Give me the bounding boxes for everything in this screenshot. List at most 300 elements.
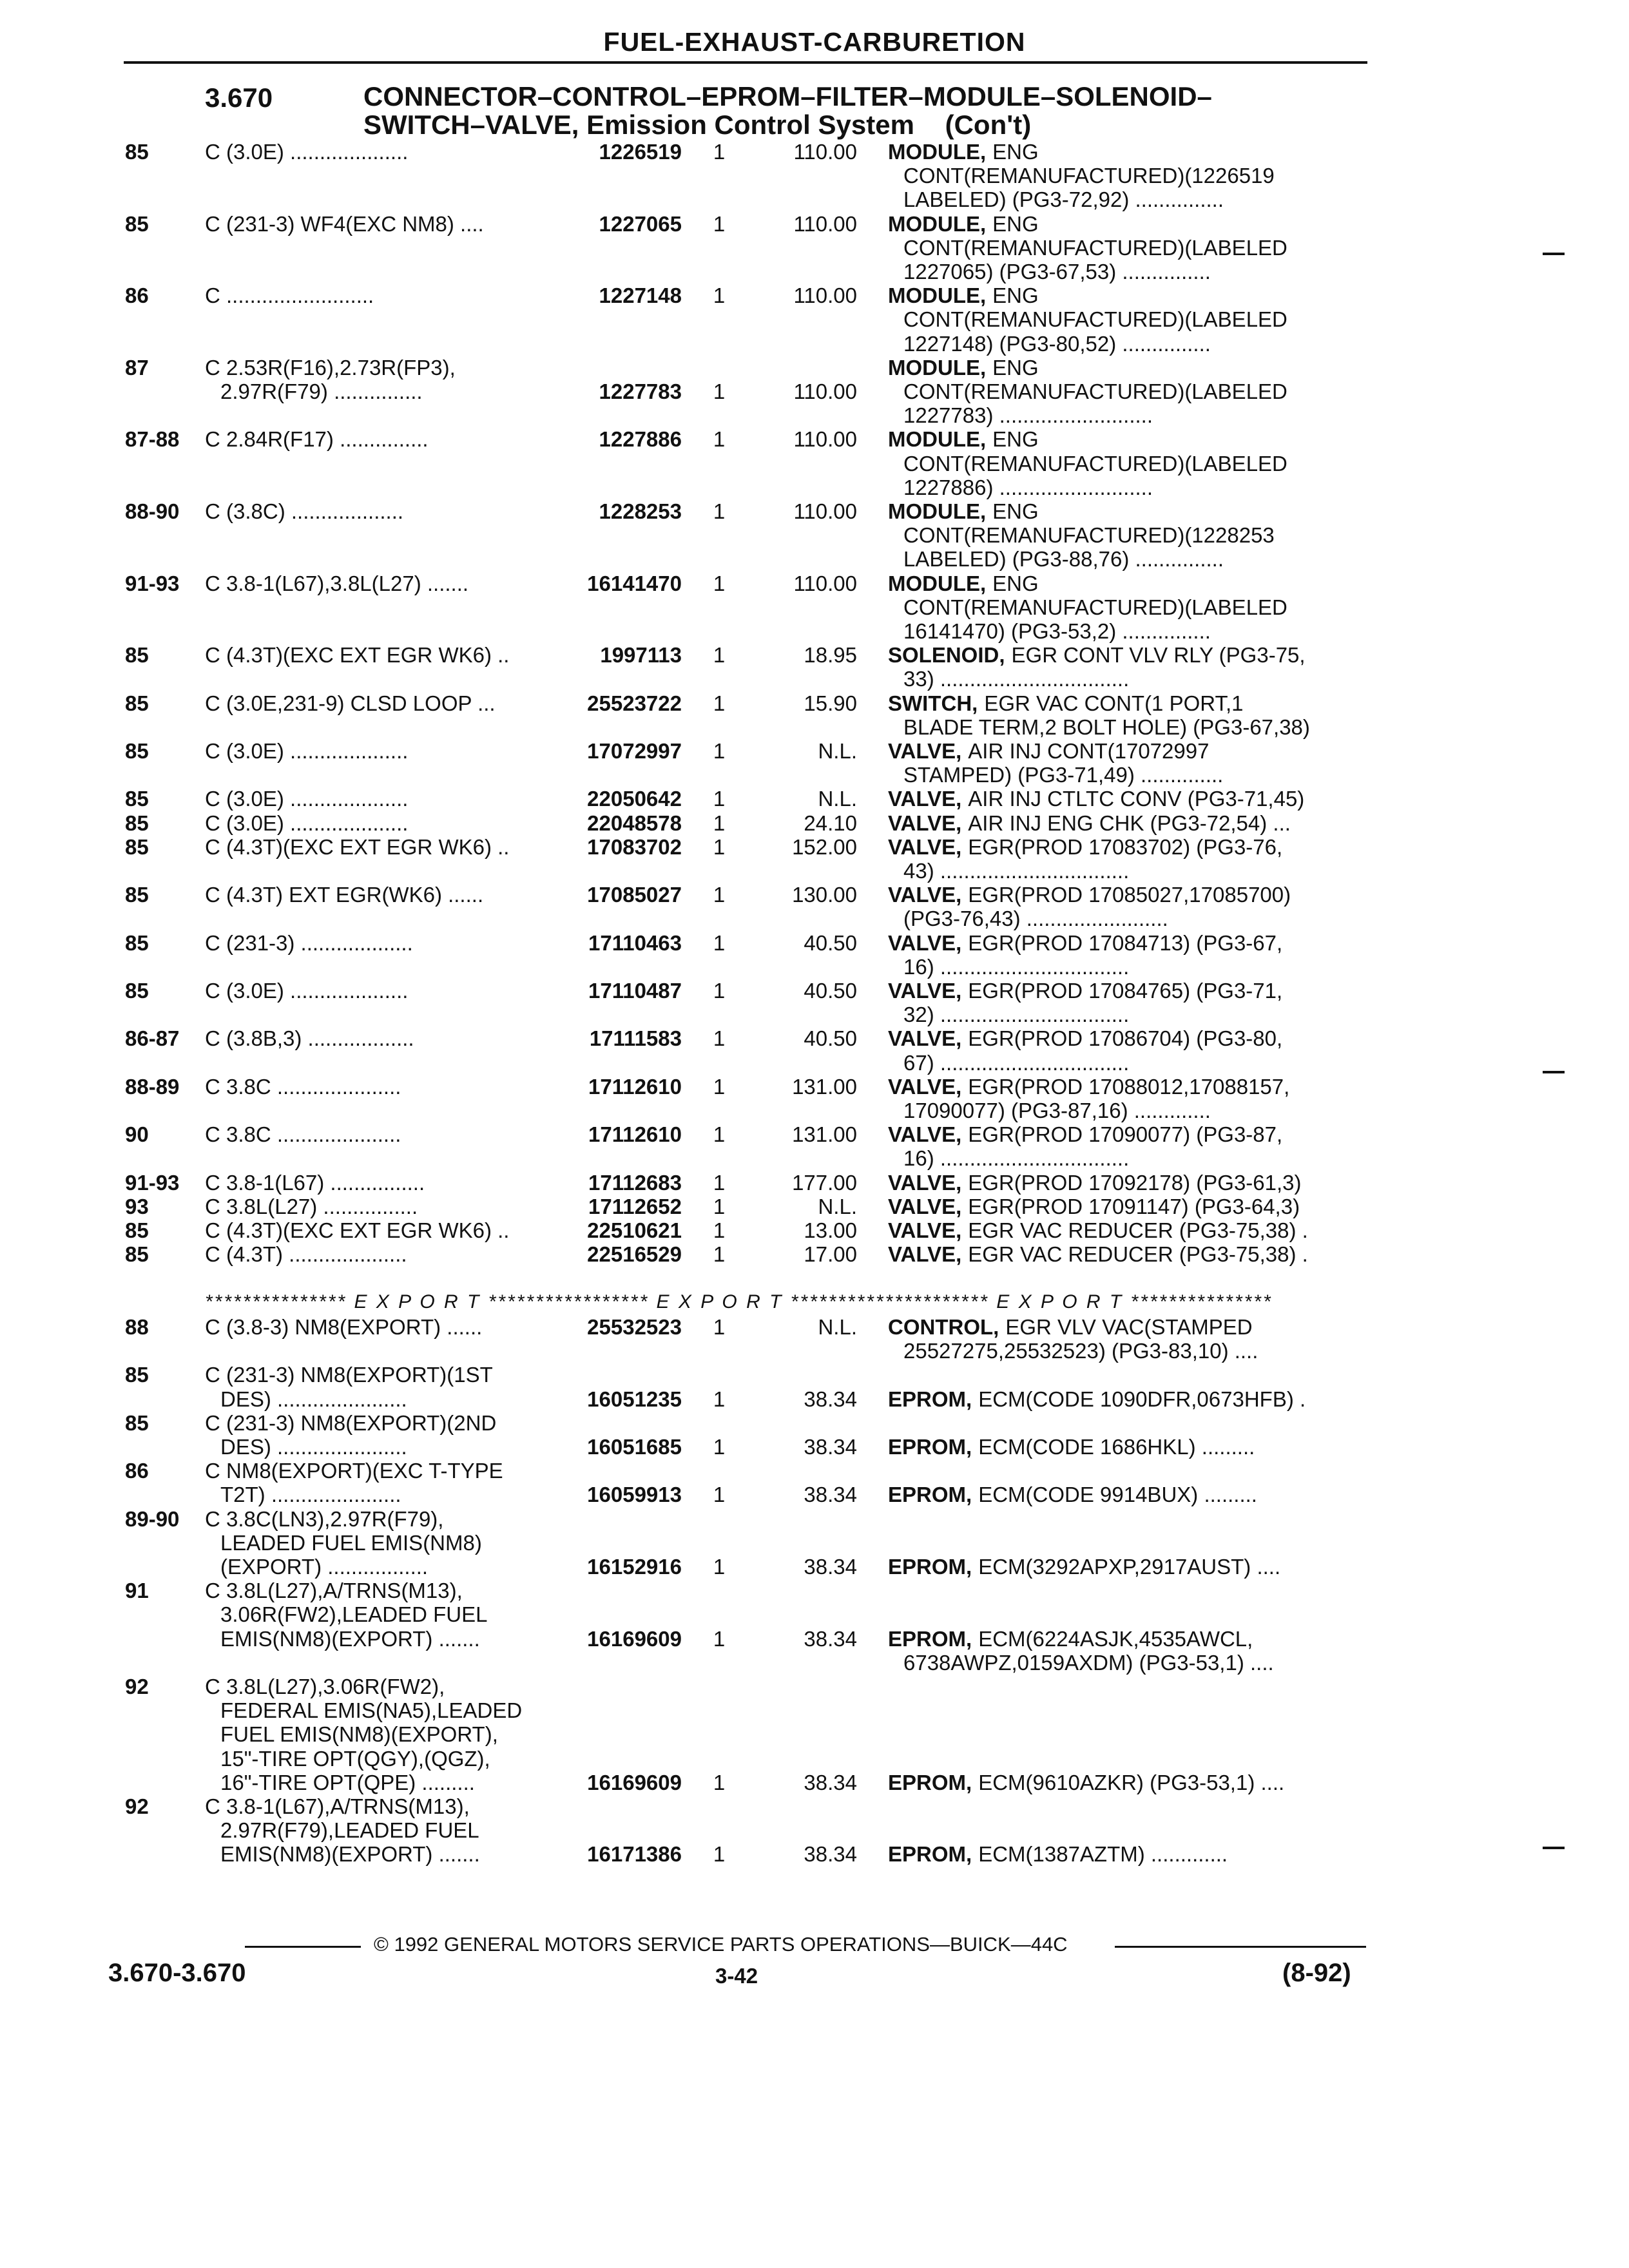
row-description-keyword: MODULE, bbox=[888, 356, 987, 380]
footer-copyright: © 1992 GENERAL MOTORS SERVICE PARTS OPERATIONS—BUICK—44C bbox=[374, 1933, 1068, 1956]
row-description bbox=[888, 1843, 1358, 1866]
row-year: 91-93 bbox=[125, 1170, 180, 1195]
row-application: C 3.8C ..................... bbox=[205, 1075, 401, 1099]
row-quantity: 1 bbox=[713, 1194, 726, 1218]
row-description bbox=[888, 1243, 1358, 1266]
row-description-keyword: VALVE, bbox=[888, 1195, 962, 1218]
row-description bbox=[888, 500, 1358, 523]
row-part-number: 1227148 bbox=[599, 284, 682, 308]
section-title-cont: (Con't) bbox=[945, 110, 1032, 140]
row-description-keyword: VALVE, bbox=[888, 787, 962, 811]
row-description bbox=[888, 1555, 1358, 1579]
row-price: 131.00 bbox=[792, 1074, 857, 1099]
row-part-number: 22050642 bbox=[587, 787, 682, 811]
row-application: 3.06R(FW2),LEADED FUEL bbox=[220, 1603, 488, 1627]
row-description-text: EGR(PROD 17090077) (PG3-87, bbox=[968, 1123, 1283, 1147]
row-description: 43) ................................ bbox=[903, 860, 1130, 883]
row-description-keyword: MODULE, bbox=[888, 500, 987, 523]
row-description-keyword: EPROM, bbox=[888, 1627, 972, 1651]
row-description: 32) ................................ bbox=[903, 1003, 1130, 1027]
row-part-number: 16051235 bbox=[587, 1387, 682, 1411]
row-description: 16) ................................ bbox=[903, 955, 1130, 979]
row-description-keyword: EPROM, bbox=[888, 1483, 972, 1507]
row-description-keyword: EPROM, bbox=[888, 1843, 972, 1867]
row-description bbox=[888, 1075, 1358, 1099]
row-part-number: 16141470 bbox=[587, 571, 682, 595]
row-application: 2.97R(F79) ............... bbox=[220, 380, 423, 403]
row-application: C (4.3T)(EXC EXT EGR WK6) .. bbox=[205, 644, 510, 668]
row-quantity: 1 bbox=[713, 1242, 726, 1267]
row-price: N.L. bbox=[818, 1315, 857, 1339]
row-description-text: ECM(3292APXP,2917AUST) .... bbox=[978, 1555, 1281, 1579]
row-description-text: EGR VLV VAC(STAMPED bbox=[1005, 1316, 1253, 1339]
row-application: C (4.3T) .................... bbox=[205, 1243, 407, 1267]
row-quantity: 1 bbox=[713, 1122, 726, 1147]
row-application: C (231-3) NM8(EXPORT)(1ST bbox=[205, 1363, 493, 1387]
row-part-number: 1227886 bbox=[599, 427, 682, 452]
row-price: 38.34 bbox=[804, 1387, 857, 1411]
row-year: 85 bbox=[125, 140, 149, 164]
row-year: 92 bbox=[125, 1794, 149, 1818]
footer-rule-right bbox=[1115, 1946, 1366, 1948]
row-application: C (3.8-3) NM8(EXPORT) ...... bbox=[205, 1316, 483, 1339]
row-description-text: EGR VAC REDUCER (PG3-75,38) . bbox=[968, 1243, 1308, 1267]
row-description-keyword: EPROM, bbox=[888, 1771, 972, 1794]
row-year: 85 bbox=[125, 1410, 149, 1435]
row-part-number: 16059913 bbox=[587, 1483, 682, 1507]
row-description-text: EGR(PROD 17086704) (PG3-80, bbox=[968, 1027, 1283, 1051]
row-application: C (3.0E) .................... bbox=[205, 787, 409, 811]
row-quantity: 1 bbox=[713, 1483, 726, 1507]
row-description bbox=[888, 812, 1358, 835]
row-part-number: 22048578 bbox=[587, 811, 682, 835]
row-part-number: 25532523 bbox=[587, 1315, 682, 1339]
row-application: 15"-TIRE OPT(QGY),(QGZ), bbox=[220, 1747, 490, 1771]
row-application: LEADED FUEL EMIS(NM8) bbox=[220, 1531, 482, 1555]
row-description: 1227148) (PG3-80,52) ............... bbox=[903, 332, 1211, 356]
row-price: 152.00 bbox=[792, 834, 857, 859]
row-description bbox=[888, 1171, 1358, 1195]
row-description: 33) ................................ bbox=[903, 668, 1130, 691]
row-year: 86 bbox=[125, 1459, 149, 1483]
row-description: LABELED) (PG3-88,76) ............... bbox=[903, 548, 1224, 572]
row-price: 40.50 bbox=[804, 1026, 857, 1051]
row-part-number: 1227783 bbox=[599, 380, 682, 403]
row-part-number: 16051685 bbox=[587, 1435, 682, 1459]
row-part-number: 17112610 bbox=[588, 1122, 682, 1147]
row-description-text: EGR VAC REDUCER (PG3-75,38) . bbox=[968, 1219, 1308, 1242]
row-quantity: 1 bbox=[713, 571, 726, 595]
row-quantity: 1 bbox=[713, 930, 726, 955]
row-description: CONT(REMANUFACTURED)(LABELED bbox=[903, 308, 1287, 332]
row-part-number: 17072997 bbox=[587, 739, 682, 763]
row-description: BLADE TERM,2 BOLT HOLE) (PG3-67,38) bbox=[903, 715, 1310, 739]
row-description-keyword: SWITCH, bbox=[888, 691, 978, 715]
row-description-keyword: VALVE, bbox=[888, 835, 962, 859]
row-application: C 3.8L(L27),3.06R(FW2), bbox=[205, 1675, 445, 1698]
row-quantity: 1 bbox=[713, 1842, 726, 1867]
row-description-text: AIR INJ CTLTC CONV (PG3-71,45) bbox=[968, 787, 1305, 811]
row-application: C 3.8L(L27),A/TRNS(M13), bbox=[205, 1579, 463, 1603]
row-year: 85 bbox=[125, 1363, 149, 1387]
row-quantity: 1 bbox=[713, 499, 726, 523]
row-part-number: 17083702 bbox=[587, 834, 682, 859]
row-description-text: EGR(PROD 17083702) (PG3-76, bbox=[968, 835, 1283, 859]
row-application: (EXPORT) ................. bbox=[220, 1555, 429, 1579]
row-description-text: ENG bbox=[992, 212, 1039, 236]
row-application: C (4.3T)(EXC EXT EGR WK6) .. bbox=[205, 835, 510, 859]
row-description-text: ECM(6224ASJK,4535AWCL, bbox=[978, 1627, 1253, 1651]
row-price: 40.50 bbox=[804, 930, 857, 955]
row-price: 110.00 bbox=[793, 211, 857, 236]
section-number: 3.670 bbox=[205, 82, 273, 113]
row-application: C (3.0E) .................... bbox=[205, 811, 409, 835]
row-description-keyword: VALVE, bbox=[888, 931, 962, 955]
row-application: 2.97R(F79),LEADED FUEL bbox=[220, 1819, 479, 1843]
row-description-text: ECM(CODE 9914BUX) ......... bbox=[978, 1483, 1257, 1507]
row-description bbox=[888, 213, 1358, 236]
row-application: C (3.0E,231-9) CLSD LOOP ... bbox=[205, 691, 496, 715]
row-description bbox=[888, 692, 1358, 715]
row-description-keyword: VALVE, bbox=[888, 1075, 962, 1099]
row-price: 110.00 bbox=[793, 499, 857, 523]
row-part-number: 16169609 bbox=[587, 1626, 682, 1651]
margin-mark bbox=[1543, 1071, 1565, 1073]
row-description-text: ECM(9610AZKR) (PG3-53,1) .... bbox=[978, 1771, 1285, 1794]
row-description-text: EGR VAC CONT(1 PORT,1 bbox=[984, 691, 1244, 715]
row-year: 85 bbox=[125, 834, 149, 859]
footer-section-range: 3.670-3.670 bbox=[108, 1959, 246, 1987]
row-description-keyword: MODULE, bbox=[888, 572, 987, 595]
row-description-text: EGR(PROD 17085027,17085700) bbox=[968, 883, 1291, 907]
row-application: C (3.8B,3) .................. bbox=[205, 1027, 414, 1051]
row-quantity: 1 bbox=[713, 284, 726, 308]
row-price: 110.00 bbox=[793, 284, 857, 308]
row-year: 85 bbox=[125, 787, 149, 811]
row-price: 18.95 bbox=[804, 643, 857, 668]
row-description-text: ENG bbox=[992, 356, 1039, 380]
header-rule bbox=[124, 61, 1367, 64]
row-price: 130.00 bbox=[792, 883, 857, 907]
row-application: C (4.3T)(EXC EXT EGR WK6) .. bbox=[205, 1219, 510, 1242]
row-description bbox=[888, 883, 1358, 907]
row-description bbox=[888, 140, 1358, 164]
row-application: C (3.8C) ................... bbox=[205, 500, 404, 523]
row-part-number: 17110487 bbox=[588, 979, 682, 1003]
row-description: 16141470) (PG3-53,2) ............... bbox=[903, 620, 1211, 643]
row-price: 40.50 bbox=[804, 979, 857, 1003]
row-description bbox=[888, 1436, 1358, 1459]
row-application: C 3.8-1(L67),A/TRNS(M13), bbox=[205, 1795, 470, 1818]
row-price: N.L. bbox=[818, 1194, 857, 1218]
row-application: 16"-TIRE OPT(QPE) ......... bbox=[220, 1771, 475, 1794]
section-title-line-2-text: SWITCH–VALVE, Emission Control System bbox=[363, 110, 914, 140]
row-description-text: EGR(PROD 17084713) (PG3-67, bbox=[968, 931, 1283, 955]
row-description-keyword: VALVE, bbox=[888, 1027, 962, 1051]
row-description bbox=[888, 979, 1358, 1003]
row-description: 1227886) .......................... bbox=[903, 476, 1153, 499]
row-description-keyword: VALVE, bbox=[888, 1123, 962, 1147]
row-part-number: 1228253 bbox=[599, 499, 682, 523]
row-part-number: 25523722 bbox=[587, 691, 682, 715]
row-description-text: ENG bbox=[992, 500, 1039, 523]
row-year: 88-89 bbox=[125, 1074, 180, 1099]
row-price: 13.00 bbox=[804, 1218, 857, 1242]
row-quantity: 1 bbox=[713, 1026, 726, 1051]
row-application: C NM8(EXPORT)(EXC T-TYPE bbox=[205, 1459, 503, 1483]
row-application: C (4.3T) EXT EGR(WK6) ...... bbox=[205, 883, 484, 907]
row-year: 85 bbox=[125, 691, 149, 715]
row-price: 110.00 bbox=[793, 571, 857, 595]
row-description-text: EGR(PROD 17084765) (PG3-71, bbox=[968, 979, 1283, 1003]
row-description: CONT(REMANUFACTURED)(LABELED bbox=[903, 380, 1287, 403]
row-price: 177.00 bbox=[792, 1170, 857, 1195]
row-description-keyword: VALVE, bbox=[888, 1243, 962, 1267]
row-description bbox=[888, 787, 1358, 811]
row-description-text: ECM(1387AZTM) ............. bbox=[978, 1843, 1228, 1867]
row-application: FUEL EMIS(NM8)(EXPORT), bbox=[220, 1723, 498, 1747]
row-description: CONT(REMANUFACTURED)(1226519 bbox=[903, 164, 1275, 188]
row-description-keyword: MODULE, bbox=[888, 284, 987, 308]
row-year: 89-90 bbox=[125, 1506, 180, 1531]
row-quantity: 1 bbox=[713, 1170, 726, 1195]
row-description-text: ENG bbox=[992, 572, 1039, 595]
row-price: 38.34 bbox=[804, 1555, 857, 1579]
row-description: 25527275,25532523) (PG3-83,10) .... bbox=[903, 1340, 1258, 1363]
row-description: 67) ................................ bbox=[903, 1051, 1130, 1075]
row-part-number: 22510621 bbox=[587, 1218, 682, 1242]
row-part-number: 17111583 bbox=[589, 1026, 682, 1051]
row-quantity: 1 bbox=[713, 140, 726, 164]
row-year: 91 bbox=[125, 1579, 149, 1603]
row-part-number: 16152916 bbox=[587, 1555, 682, 1579]
row-description-text: AIR INJ ENG CHK (PG3-72,54) ... bbox=[968, 811, 1291, 835]
row-description: LABELED) (PG3-72,92) ............... bbox=[903, 188, 1224, 212]
export-banner: *************** E X P O R T ***************** E X P O R T ********************* E X P O R T *************** bbox=[205, 1291, 1273, 1312]
row-year: 85 bbox=[125, 930, 149, 955]
row-application: C 3.8-1(L67),3.8L(L27) ....... bbox=[205, 572, 469, 595]
row-description bbox=[888, 836, 1358, 859]
row-description bbox=[888, 1123, 1358, 1146]
row-quantity: 1 bbox=[713, 1387, 726, 1411]
row-description bbox=[888, 1027, 1358, 1050]
row-description-keyword: VALVE, bbox=[888, 740, 962, 763]
row-description bbox=[888, 1628, 1358, 1651]
row-description bbox=[888, 1219, 1358, 1242]
row-part-number: 16169609 bbox=[587, 1770, 682, 1794]
row-application: DES) ...................... bbox=[220, 1436, 407, 1459]
row-quantity: 1 bbox=[713, 1218, 726, 1242]
row-quantity: 1 bbox=[713, 691, 726, 715]
row-description-text: ECM(CODE 1090DFR,0673HFB) . bbox=[978, 1387, 1306, 1411]
row-application: C 2.84R(F17) ............... bbox=[205, 428, 429, 452]
row-description bbox=[888, 356, 1358, 380]
row-year: 90 bbox=[125, 1122, 149, 1147]
row-description bbox=[888, 284, 1358, 307]
row-description-keyword: SOLENOID, bbox=[888, 644, 1005, 668]
row-year: 85 bbox=[125, 883, 149, 907]
row-price: 38.34 bbox=[804, 1626, 857, 1651]
row-application: EMIS(NM8)(EXPORT) ....... bbox=[220, 1843, 480, 1867]
row-part-number: 16171386 bbox=[587, 1842, 682, 1867]
row-quantity: 1 bbox=[713, 787, 726, 811]
row-quantity: 1 bbox=[713, 1074, 726, 1099]
row-application: C 2.53R(F16),2.73R(FP3), bbox=[205, 356, 456, 380]
row-quantity: 1 bbox=[713, 883, 726, 907]
row-application: C 3.8C(LN3),2.97R(F79), bbox=[205, 1507, 444, 1531]
row-description bbox=[888, 1316, 1358, 1339]
row-application: C ......................... bbox=[205, 284, 374, 308]
row-description bbox=[888, 1388, 1358, 1411]
row-part-number: 1997113 bbox=[600, 643, 682, 668]
row-quantity: 1 bbox=[713, 1315, 726, 1339]
row-year: 85 bbox=[125, 811, 149, 835]
row-price: 38.34 bbox=[804, 1483, 857, 1507]
row-description bbox=[888, 428, 1358, 451]
row-description-keyword: MODULE, bbox=[888, 140, 987, 164]
row-description bbox=[888, 1195, 1358, 1218]
section-title bbox=[363, 82, 1212, 139]
row-price: 38.34 bbox=[804, 1842, 857, 1867]
row-price: N.L. bbox=[818, 787, 857, 811]
footer-date: (8-92) bbox=[1282, 1959, 1351, 1987]
row-year: 86-87 bbox=[125, 1026, 180, 1051]
row-price: 24.10 bbox=[804, 811, 857, 835]
row-application: C 3.8L(L27) ................ bbox=[205, 1195, 418, 1218]
row-quantity: 1 bbox=[713, 811, 726, 835]
row-application: C (231-3) NM8(EXPORT)(2ND bbox=[205, 1411, 497, 1435]
row-quantity: 1 bbox=[713, 643, 726, 668]
row-description-text: AIR INJ CONT(17072997 bbox=[968, 740, 1210, 763]
row-description-keyword: EPROM, bbox=[888, 1387, 972, 1411]
row-year: 88-90 bbox=[125, 499, 180, 523]
row-quantity: 1 bbox=[713, 1435, 726, 1459]
row-application: FEDERAL EMIS(NA5),LEADED bbox=[220, 1699, 523, 1723]
row-price: N.L. bbox=[818, 739, 857, 763]
row-description bbox=[888, 932, 1358, 955]
row-part-number: 17112683 bbox=[588, 1170, 682, 1195]
row-description-text: ENG bbox=[992, 140, 1039, 164]
row-description bbox=[888, 740, 1358, 763]
row-quantity: 1 bbox=[713, 979, 726, 1003]
row-quantity: 1 bbox=[713, 380, 726, 403]
row-description-keyword: VALVE, bbox=[888, 1219, 962, 1242]
row-description-text: EGR(PROD 17092178) (PG3-61,3) bbox=[968, 1171, 1302, 1195]
row-part-number: 17085027 bbox=[587, 883, 682, 907]
row-description-text: EGR(PROD 17091147) (PG3-64,3) bbox=[968, 1195, 1300, 1218]
row-description: STAMPED) (PG3-71,49) .............. bbox=[903, 764, 1224, 787]
row-description: CONT(REMANUFACTURED)(LABELED bbox=[903, 236, 1287, 260]
row-application: C 3.8C ..................... bbox=[205, 1123, 401, 1147]
section-title-line-2 bbox=[363, 111, 1212, 139]
row-description-keyword: VALVE, bbox=[888, 811, 962, 835]
row-price: 38.34 bbox=[804, 1435, 857, 1459]
row-quantity: 1 bbox=[713, 1555, 726, 1579]
margin-mark bbox=[1543, 1847, 1565, 1849]
row-description bbox=[888, 1771, 1358, 1794]
row-price: 110.00 bbox=[793, 140, 857, 164]
row-description: (PG3-76,43) ........................ bbox=[903, 907, 1168, 931]
row-price: 15.90 bbox=[804, 691, 857, 715]
row-description-keyword: EPROM, bbox=[888, 1436, 972, 1459]
footer-rule-left bbox=[245, 1946, 361, 1948]
row-price: 38.34 bbox=[804, 1770, 857, 1794]
margin-mark bbox=[1543, 253, 1565, 255]
row-description: 1227065) (PG3-67,53) ............... bbox=[903, 260, 1211, 284]
row-description-text: ECM(CODE 1686HKL) ......... bbox=[978, 1436, 1255, 1459]
row-description bbox=[888, 572, 1358, 595]
row-quantity: 1 bbox=[713, 211, 726, 236]
row-quantity: 1 bbox=[713, 427, 726, 452]
row-application: T2T) ...................... bbox=[220, 1483, 401, 1507]
row-year: 85 bbox=[125, 1242, 149, 1267]
row-part-number: 1227065 bbox=[599, 211, 682, 236]
row-year: 85 bbox=[125, 643, 149, 668]
row-description-text: ENG bbox=[992, 284, 1039, 308]
row-application: EMIS(NM8)(EXPORT) ....... bbox=[220, 1627, 480, 1651]
row-part-number: 17112652 bbox=[588, 1194, 682, 1218]
row-price: 110.00 bbox=[793, 427, 857, 452]
section-title-line-1: CONNECTOR–CONTROL–EPROM–FILTER–MODULE–SOLENOID– bbox=[363, 81, 1212, 111]
row-quantity: 1 bbox=[713, 1770, 726, 1794]
row-application: C (3.0E) .................... bbox=[205, 140, 409, 164]
row-description-keyword: VALVE, bbox=[888, 979, 962, 1003]
row-description-text: EGR(PROD 17088012,17088157, bbox=[968, 1075, 1290, 1099]
row-quantity: 1 bbox=[713, 739, 726, 763]
row-description bbox=[888, 1483, 1358, 1506]
row-part-number: 17112610 bbox=[588, 1074, 682, 1099]
row-year: 86 bbox=[125, 284, 149, 308]
row-price: 131.00 bbox=[792, 1122, 857, 1147]
row-application: DES) ...................... bbox=[220, 1387, 407, 1411]
row-quantity: 1 bbox=[713, 1626, 726, 1651]
row-description-text: EGR CONT VLV RLY (PG3-75, bbox=[1011, 644, 1306, 668]
row-description: CONT(REMANUFACTURED)(1228253 bbox=[903, 524, 1275, 548]
row-year: 92 bbox=[125, 1675, 149, 1698]
row-application: C (231-3) WF4(EXC NM8) .... bbox=[205, 212, 484, 236]
row-description-text: ENG bbox=[992, 428, 1039, 452]
row-part-number: 17110463 bbox=[588, 930, 682, 955]
row-year: 88 bbox=[125, 1315, 149, 1339]
row-year: 87 bbox=[125, 355, 149, 380]
row-description: CONT(REMANUFACTURED)(LABELED bbox=[903, 452, 1287, 476]
row-description-keyword: MODULE, bbox=[888, 212, 987, 236]
row-year: 93 bbox=[125, 1194, 149, 1218]
footer-page-number: 3-42 bbox=[715, 1964, 758, 1988]
row-application: C 3.8-1(L67) ................ bbox=[205, 1171, 425, 1195]
row-description bbox=[888, 644, 1358, 667]
row-description: CONT(REMANUFACTURED)(LABELED bbox=[903, 595, 1287, 619]
row-description: 17090077) (PG3-87,16) ............. bbox=[903, 1099, 1211, 1122]
row-description-keyword: VALVE, bbox=[888, 1171, 962, 1195]
row-year: 85 bbox=[125, 1218, 149, 1242]
row-year: 91-93 bbox=[125, 571, 180, 595]
row-year: 85 bbox=[125, 211, 149, 236]
row-part-number: 1226519 bbox=[599, 140, 682, 164]
row-description-keyword: CONTROL, bbox=[888, 1316, 999, 1339]
row-application: C (231-3) ................... bbox=[205, 931, 413, 955]
page-header-title: FUEL-EXHAUST-CARBURETION bbox=[603, 27, 1026, 57]
row-part-number: 22516529 bbox=[587, 1242, 682, 1267]
row-year: 85 bbox=[125, 979, 149, 1003]
row-description-keyword: MODULE, bbox=[888, 428, 987, 452]
row-price: 110.00 bbox=[793, 380, 857, 403]
row-year: 85 bbox=[125, 739, 149, 763]
row-description-keyword: EPROM, bbox=[888, 1555, 972, 1579]
row-description: 1227783) .......................... bbox=[903, 404, 1153, 428]
row-description: 16) ................................ bbox=[903, 1147, 1130, 1171]
row-application: C (3.0E) .................... bbox=[205, 740, 409, 763]
